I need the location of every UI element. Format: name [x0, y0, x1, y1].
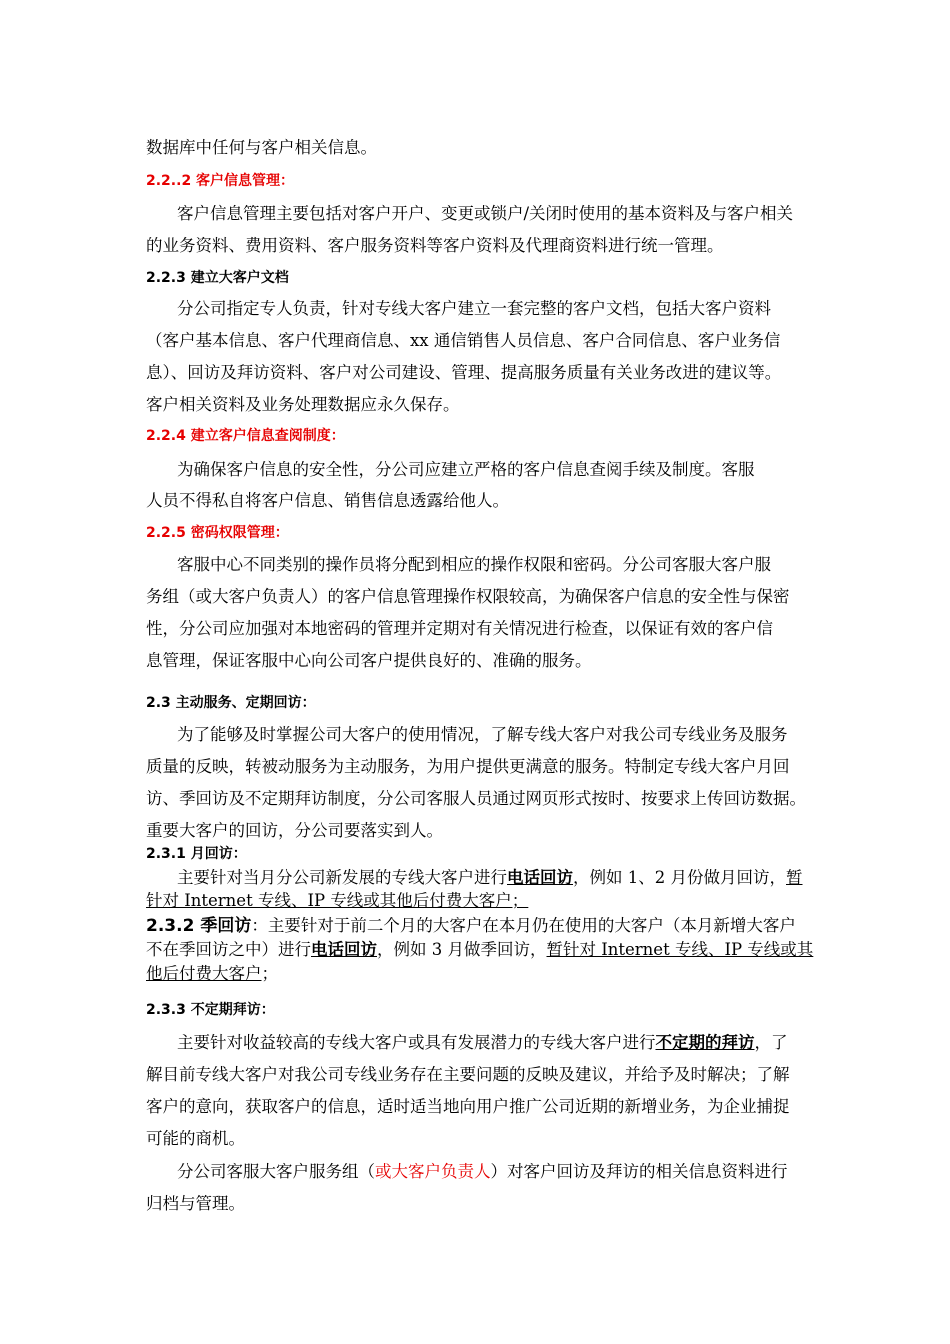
text-line: 不在季回访之中）进行电话回访，例如 3 月做季回访，暂针对 Internet 专线、IP 专线或其 [146, 940, 814, 959]
text-line: 解目前专线大客户对我公司专线业务存在主要问题的反映及建议，并给予及时解决；了解 [146, 1065, 790, 1084]
text-line: 为确保客户信息的安全性，分公司应建立严格的客户信息查阅手续及制度。客服 [177, 460, 755, 479]
text-line: 的业务资料、费用资料、客户服务资料等客户资料及代理商资料进行统一管理。 [146, 236, 724, 255]
heading-2-3-1: 2.3.1 月回访： [146, 846, 247, 862]
heading-2-3-3: 2.3.3 不定期拜访： [146, 1002, 275, 1018]
text-line: 2.3.2 季回访：主要针对于前二个月的大客户在本月仍在使用的大客户（本月新增大客户 [146, 916, 796, 936]
text-line: 息管理，保证客服中心向公司客户提供良好的、准确的服务。 [146, 651, 592, 670]
heading-2-2-2: 2.2..2 客户信息管理： [146, 173, 295, 189]
text-line: 重要大客户的回访，分公司要落实到人。 [146, 821, 443, 840]
text-line: 为了能够及时掌握公司大客户的使用情况，了解专线大客户对我公司专线业务及服务 [177, 725, 788, 744]
text-line: 务组（或大客户负责人）的客户信息管理操作权限较高，为确保客户信息的安全性与保密 [146, 587, 790, 606]
heading-2-2-5: 2.2.5 密码权限管理： [146, 525, 289, 541]
text-line: 主要针对当月分公司新发展的专线大客户进行电话回访，例如 1、2 月份做月回访，暂 [177, 868, 803, 887]
text-line: 客户的意向，获取客户的信息，适时适当地向用户推广公司近期的新增业务，为企业捕捉 [146, 1097, 790, 1116]
text-line: 客服中心不同类别的操作员将分配到相应的操作权限和密码。分公司客服大客户服 [177, 555, 771, 574]
text-line: 可能的商机。 [146, 1129, 245, 1148]
text-line: 息）、回访及拜访资料、客户对公司建设、管理、提高服务质量有关业务改进的建议等。 [146, 363, 782, 382]
text-line: 针对 Internet 专线、IP 专线或其他后付费大客户； [146, 891, 529, 910]
heading-2-2-4: 2.2.4 建立客户信息查阅制度： [146, 428, 345, 444]
text-line: 访、季回访及不定期拜访制度，分公司客服人员通过网页形式按时、按要求上传回访数据。 [146, 789, 806, 808]
text-line: （客户基本信息、客户代理商信息、xx 通信销售人员信息、客户合同信息、客户业务信 [146, 331, 781, 350]
text-line: 分公司客服大客户服务组（或大客户负责人）对客户回访及拜访的相关信息资料进行 [177, 1162, 788, 1181]
text-line: 主要针对收益较高的专线大客户或具有发展潜力的专线大客户进行不定期的拜访，了 [177, 1033, 788, 1052]
text-line: 人员不得私自将客户信息、销售信息透露给他人。 [146, 491, 509, 510]
text-line: 质量的反映，转被动服务为主动服务，为用户提供更满意的服务。特制定专线大客户月回 [146, 757, 790, 776]
heading-2-2-3: 2.2.3 建立大客户文档 [146, 270, 289, 286]
text-line: 性，分公司应加强对本地密码的管理并定期对有关情况进行检查，以保证有效的客户信 [146, 619, 773, 638]
text-line: 客户信息管理主要包括对客户开户、变更或锁户/关闭时使用的基本资料及与客户相关 [177, 204, 794, 223]
heading-2-3: 2.3 主动服务、定期回访： [146, 695, 316, 711]
text-line: 数据库中任何与客户相关信息。 [146, 138, 377, 157]
text-line: 分公司指定专人负责，针对专线大客户建立一套完整的客户文档，包括大客户资料 [177, 299, 771, 318]
text-line: 归档与管理。 [146, 1194, 245, 1213]
text-line: 他后付费大客户； [146, 964, 278, 983]
text-line: 客户相关资料及业务处理数据应永久保存。 [146, 395, 460, 414]
